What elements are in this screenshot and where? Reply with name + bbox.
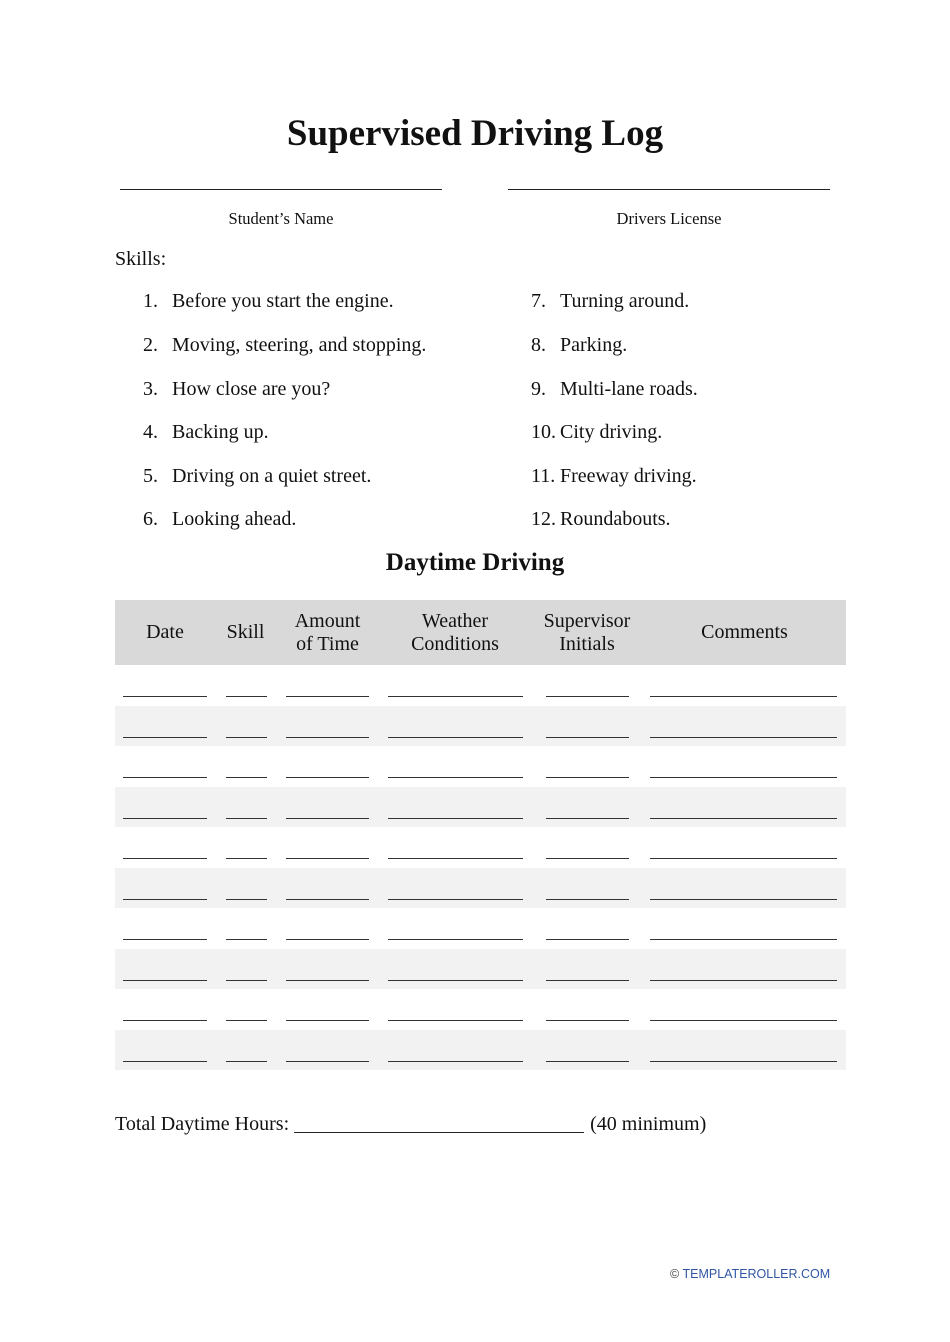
blank-field-line[interactable] — [123, 777, 207, 778]
blank-field-line[interactable] — [123, 737, 207, 738]
blank-field-line[interactable] — [388, 696, 523, 697]
column-header: Supervisor Initials — [543, 609, 631, 655]
total-daytime-hours — [115, 1113, 706, 1136]
blank-field-line[interactable] — [650, 777, 837, 778]
blank-field-line[interactable] — [286, 777, 369, 778]
column-header: Date — [146, 621, 184, 643]
blank-field-line[interactable] — [286, 899, 369, 900]
skill-text: Multi-lane roads. — [560, 378, 698, 400]
blank-field-line[interactable] — [123, 899, 207, 900]
table-row — [115, 787, 846, 827]
blank-field-line[interactable] — [650, 899, 837, 900]
skill-number: 10. — [531, 421, 556, 443]
section-title: Daytime Driving — [385, 549, 565, 576]
blank-field-line[interactable] — [388, 980, 523, 981]
skill-text: Moving, steering, and stopping. — [172, 334, 427, 356]
blank-field-line[interactable] — [650, 1061, 837, 1062]
blank-field-line[interactable] — [286, 858, 369, 859]
blank-field-line[interactable] — [546, 696, 629, 697]
column-header: Weather Conditions — [411, 609, 499, 655]
student-name-line[interactable] — [120, 189, 442, 190]
blank-field-line[interactable] — [226, 939, 267, 940]
page-title: Supervised Driving Log — [286, 113, 664, 154]
blank-field-line[interactable] — [388, 858, 523, 859]
table-row — [115, 908, 846, 948]
blank-field-line[interactable] — [286, 737, 369, 738]
total-note: (40 minimum) — [590, 1113, 707, 1135]
skill-text: How close are you? — [172, 378, 331, 400]
blank-field-line[interactable] — [388, 1061, 523, 1062]
table-row — [115, 868, 846, 908]
blank-field-line[interactable] — [286, 939, 369, 940]
skill-text: Freeway driving. — [560, 465, 697, 487]
table-row — [115, 949, 846, 989]
blank-field-line[interactable] — [388, 818, 523, 819]
blank-field-line[interactable] — [286, 1061, 369, 1062]
blank-field-line[interactable] — [123, 939, 207, 940]
blank-field-line[interactable] — [226, 980, 267, 981]
student-name-label: Student’s Name — [228, 209, 334, 228]
table-row — [115, 827, 846, 867]
blank-field-line[interactable] — [286, 1020, 369, 1021]
blank-field-line[interactable] — [226, 1020, 267, 1021]
blank-field-line[interactable] — [650, 818, 837, 819]
skill-number: 12. — [531, 508, 556, 530]
skill-number: 3. — [143, 378, 158, 400]
blank-field-line[interactable] — [123, 1020, 207, 1021]
blank-field-line[interactable] — [123, 696, 207, 697]
skill-number: 11. — [531, 465, 556, 487]
blank-field-line[interactable] — [123, 980, 207, 981]
copyright-symbol: © — [670, 1267, 680, 1281]
table-header — [115, 600, 846, 665]
skill-number: 2. — [143, 334, 158, 356]
blank-field-line[interactable] — [388, 899, 523, 900]
blank-field-line[interactable] — [546, 737, 629, 738]
skills-label: Skills: — [115, 248, 167, 270]
column-header: Skill — [226, 621, 265, 643]
blank-field-line[interactable] — [650, 737, 837, 738]
footer-link[interactable]: TEMPLATEROLLER.COM — [682, 1267, 831, 1281]
footer — [670, 1267, 830, 1281]
drivers-license-line[interactable] — [508, 189, 830, 190]
skill-text: Looking ahead. — [172, 508, 297, 530]
blank-field-line[interactable] — [546, 818, 629, 819]
blank-field-line[interactable] — [650, 696, 837, 697]
blank-field-line[interactable] — [286, 980, 369, 981]
blank-field-line[interactable] — [123, 1061, 207, 1062]
table-row — [115, 665, 846, 705]
blank-field-line[interactable] — [226, 737, 267, 738]
table-row — [115, 706, 846, 746]
skill-text: Backing up. — [172, 421, 269, 443]
blank-field-line[interactable] — [650, 1020, 837, 1021]
skill-number: 6. — [143, 508, 158, 530]
blank-field-line[interactable] — [546, 899, 629, 900]
skill-number: 9. — [531, 378, 546, 400]
total-label: Total Daytime Hours: — [115, 1113, 290, 1135]
blank-field-line[interactable] — [123, 818, 207, 819]
column-header: Comments — [701, 621, 788, 643]
blank-field-line[interactable] — [546, 777, 629, 778]
blank-field-line[interactable] — [388, 737, 523, 738]
blank-field-line[interactable] — [123, 858, 207, 859]
skill-text: Before you start the engine. — [172, 290, 394, 312]
column-header: Amount of Time — [294, 609, 361, 655]
skill-number: 5. — [143, 465, 158, 487]
blank-field-line[interactable] — [226, 1061, 267, 1062]
blank-field-line[interactable] — [546, 1020, 629, 1021]
blank-field-line[interactable] — [650, 939, 837, 940]
blank-field-line[interactable] — [226, 899, 267, 900]
skill-text: Roundabouts. — [560, 508, 671, 530]
skill-text: Driving on a quiet street. — [172, 465, 372, 487]
blank-field-line[interactable] — [226, 777, 267, 778]
skill-number: 7. — [531, 290, 546, 312]
blank-field-line[interactable] — [388, 939, 523, 940]
table-row — [115, 989, 846, 1029]
blank-field-line[interactable] — [226, 696, 267, 697]
skill-text: Turning around. — [560, 290, 690, 312]
skill-number: 1. — [143, 290, 158, 312]
blank-field-line[interactable] — [546, 939, 629, 940]
blank-field-line[interactable] — [388, 1020, 523, 1021]
skill-number: 4. — [143, 421, 158, 443]
table-row — [115, 746, 846, 786]
blank-field-line[interactable] — [286, 696, 369, 697]
blank-field-line[interactable] — [546, 1061, 629, 1062]
skill-number: 8. — [531, 334, 546, 356]
blank-field-line[interactable] — [388, 777, 523, 778]
blank-field-line[interactable] — [546, 858, 629, 859]
skill-text: Parking. — [560, 334, 628, 356]
drivers-license-label: Drivers License — [616, 209, 722, 228]
blank-field-line[interactable] — [650, 858, 837, 859]
blank-field-line[interactable] — [546, 980, 629, 981]
table-row — [115, 1030, 846, 1070]
blank-field-line[interactable] — [226, 818, 267, 819]
skill-text: City driving. — [560, 421, 663, 443]
blank-field-line[interactable] — [650, 980, 837, 981]
blank-field-line[interactable] — [286, 818, 369, 819]
total-hours-line[interactable] — [294, 1132, 584, 1133]
blank-field-line[interactable] — [226, 858, 267, 859]
